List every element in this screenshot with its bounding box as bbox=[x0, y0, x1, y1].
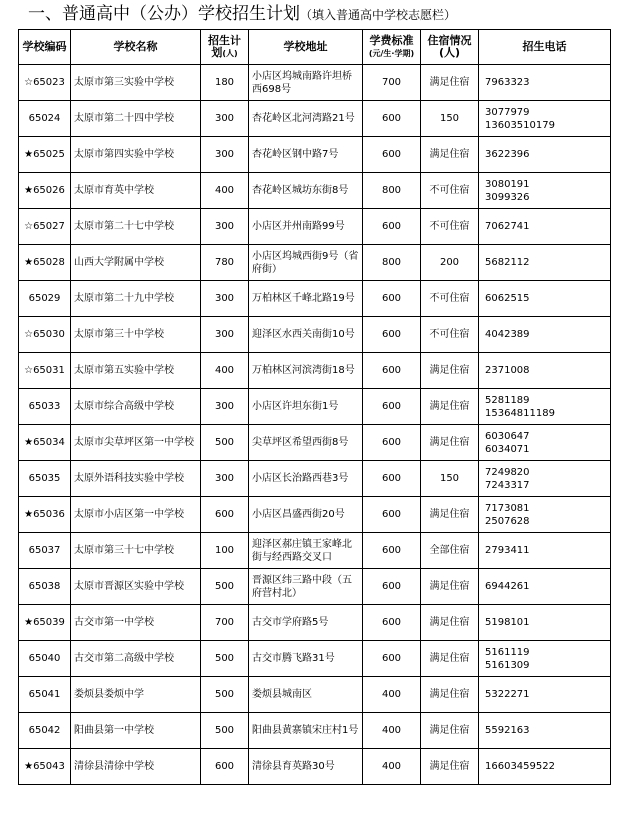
cell-lodging: 满足住宿 bbox=[421, 713, 479, 749]
cell-phone: 5592163 bbox=[479, 713, 611, 749]
cell-fee: 600 bbox=[363, 101, 421, 137]
cell-code: 65033 bbox=[19, 389, 71, 425]
cell-school-name: 清徐县清徐中学校 bbox=[71, 749, 201, 785]
cell-phone: 3622396 bbox=[479, 137, 611, 173]
cell-fee: 600 bbox=[363, 605, 421, 641]
cell-quota: 300 bbox=[201, 389, 249, 425]
cell-school-name: 太原市第二十九中学校 bbox=[71, 281, 201, 317]
cell-school-name: 太原市第五实验中学校 bbox=[71, 353, 201, 389]
cell-address: 古交市学府路5号 bbox=[249, 605, 363, 641]
cell-quota: 300 bbox=[201, 461, 249, 497]
cell-lodging: 不可住宿 bbox=[421, 317, 479, 353]
cell-address: 万柏林区千峰北路19号 bbox=[249, 281, 363, 317]
cell-code: 65041 bbox=[19, 677, 71, 713]
cell-lodging: 满足住宿 bbox=[421, 425, 479, 461]
cell-school-name: 太原市第三实验中学校 bbox=[71, 65, 201, 101]
table-row bbox=[19, 677, 611, 713]
cell-code: 65037 bbox=[19, 533, 71, 569]
table-row bbox=[19, 389, 611, 425]
cell-quota: 600 bbox=[201, 749, 249, 785]
cell-quota: 780 bbox=[201, 245, 249, 281]
cell-school-name: 阳曲县第一中学校 bbox=[71, 713, 201, 749]
cell-lodging: 200 bbox=[421, 245, 479, 281]
cell-fee: 600 bbox=[363, 209, 421, 245]
cell-address: 小店区长治路西巷3号 bbox=[249, 461, 363, 497]
cell-lodging: 不可住宿 bbox=[421, 173, 479, 209]
cell-fee: 400 bbox=[363, 749, 421, 785]
cell-quota: 500 bbox=[201, 677, 249, 713]
table-row bbox=[19, 209, 611, 245]
table-row bbox=[19, 749, 611, 785]
cell-school-name: 太原市第二十四中学校 bbox=[71, 101, 201, 137]
header-quota-unit: (人) bbox=[222, 48, 238, 58]
cell-fee: 400 bbox=[363, 713, 421, 749]
cell-lodging: 不可住宿 bbox=[421, 281, 479, 317]
cell-address: 清徐县育英路30号 bbox=[249, 749, 363, 785]
cell-quota: 300 bbox=[201, 209, 249, 245]
table-row bbox=[19, 605, 611, 641]
header-address: 学校地址 bbox=[249, 30, 363, 65]
cell-code: ★65039 bbox=[19, 605, 71, 641]
cell-fee: 600 bbox=[363, 461, 421, 497]
cell-school-name: 太原市综合高级中学校 bbox=[71, 389, 201, 425]
cell-quota: 400 bbox=[201, 353, 249, 389]
cell-phone: 5682112 bbox=[479, 245, 611, 281]
cell-quota: 300 bbox=[201, 101, 249, 137]
cell-address: 娄烦县城南区 bbox=[249, 677, 363, 713]
cell-school-name: 太原市尖草坪区第一中学校 bbox=[71, 425, 201, 461]
cell-address: 小店区昌盛西街20号 bbox=[249, 497, 363, 533]
cell-school-name: 太原市第二十七中学校 bbox=[71, 209, 201, 245]
cell-quota: 300 bbox=[201, 281, 249, 317]
cell-lodging: 满足住宿 bbox=[421, 65, 479, 101]
cell-quota: 400 bbox=[201, 173, 249, 209]
cell-phone: 7173081 2507628 bbox=[479, 497, 611, 533]
cell-lodging: 满足住宿 bbox=[421, 677, 479, 713]
cell-code: ★65028 bbox=[19, 245, 71, 281]
cell-phone: 4042389 bbox=[479, 317, 611, 353]
cell-phone: 5322271 bbox=[479, 677, 611, 713]
cell-phone: 2793411 bbox=[479, 533, 611, 569]
table-row bbox=[19, 353, 611, 389]
cell-fee: 600 bbox=[363, 389, 421, 425]
header-phone: 招生电话 bbox=[479, 30, 611, 65]
table-row bbox=[19, 101, 611, 137]
cell-phone: 3077979 13603510179 bbox=[479, 101, 611, 137]
cell-code: ★65025 bbox=[19, 137, 71, 173]
header-fee-unit: (元/生·学期) bbox=[368, 48, 415, 58]
cell-school-name: 太原市第三十七中学校 bbox=[71, 533, 201, 569]
cell-phone: 16603459522 bbox=[479, 749, 611, 785]
cell-school-name: 太原外语科技实验中学校 bbox=[71, 461, 201, 497]
cell-school-name: 古交市第一中学校 bbox=[71, 605, 201, 641]
cell-code: ★65036 bbox=[19, 497, 71, 533]
cell-code: 65038 bbox=[19, 569, 71, 605]
cell-quota: 300 bbox=[201, 137, 249, 173]
table-row bbox=[19, 497, 611, 533]
cell-quota: 500 bbox=[201, 569, 249, 605]
cell-quota: 100 bbox=[201, 533, 249, 569]
table-row bbox=[19, 245, 611, 281]
cell-address: 杏花岭区城坊东街8号 bbox=[249, 173, 363, 209]
table-row bbox=[19, 281, 611, 317]
heading-main: 一、普通高中（公办）学校招生计划 bbox=[28, 4, 300, 24]
cell-address: 杏花岭区钢中路7号 bbox=[249, 137, 363, 173]
cell-address: 小店区许坦东街1号 bbox=[249, 389, 363, 425]
cell-fee: 400 bbox=[363, 677, 421, 713]
cell-school-name: 古交市第二高级中学校 bbox=[71, 641, 201, 677]
cell-lodging: 满足住宿 bbox=[421, 569, 479, 605]
cell-address: 杏花岭区北河湾路21号 bbox=[249, 101, 363, 137]
cell-code: ★65034 bbox=[19, 425, 71, 461]
cell-quota: 500 bbox=[201, 641, 249, 677]
table-row bbox=[19, 173, 611, 209]
table-row bbox=[19, 533, 611, 569]
cell-address: 古交市腾飞路31号 bbox=[249, 641, 363, 677]
cell-lodging: 满足住宿 bbox=[421, 605, 479, 641]
cell-address: 万柏林区河滨湾街18号 bbox=[249, 353, 363, 389]
cell-address: 小店区坞城南路许坦桥西698号 bbox=[249, 65, 363, 101]
cell-code: 65035 bbox=[19, 461, 71, 497]
cell-phone: 7249820 7243317 bbox=[479, 461, 611, 497]
cell-quota: 180 bbox=[201, 65, 249, 101]
cell-fee: 600 bbox=[363, 353, 421, 389]
cell-school-name: 太原市第三十中学校 bbox=[71, 317, 201, 353]
cell-address: 阳曲县黄寨镇宋庄村1号 bbox=[249, 713, 363, 749]
cell-fee: 600 bbox=[363, 317, 421, 353]
cell-lodging: 满足住宿 bbox=[421, 137, 479, 173]
cell-phone: 6944261 bbox=[479, 569, 611, 605]
admission-plan-table bbox=[18, 29, 611, 785]
cell-phone: 6030647 6034071 bbox=[479, 425, 611, 461]
cell-code: ☆65030 bbox=[19, 317, 71, 353]
cell-lodging: 150 bbox=[421, 461, 479, 497]
cell-school-name: 娄烦县娄烦中学 bbox=[71, 677, 201, 713]
cell-code: 65040 bbox=[19, 641, 71, 677]
cell-lodging: 满足住宿 bbox=[421, 353, 479, 389]
table-row bbox=[19, 713, 611, 749]
cell-address: 晋源区纬三路中段（五府营村北） bbox=[249, 569, 363, 605]
cell-fee: 600 bbox=[363, 641, 421, 677]
cell-code: ☆65027 bbox=[19, 209, 71, 245]
cell-address: 迎泽区水西关南街10号 bbox=[249, 317, 363, 353]
cell-fee: 800 bbox=[363, 245, 421, 281]
header-code: 学校编码 bbox=[19, 30, 71, 65]
cell-code: ★65043 bbox=[19, 749, 71, 785]
cell-quota: 600 bbox=[201, 497, 249, 533]
cell-fee: 600 bbox=[363, 497, 421, 533]
cell-code: 65024 bbox=[19, 101, 71, 137]
cell-phone: 7963323 bbox=[479, 65, 611, 101]
cell-phone: 5281189 15364811189 bbox=[479, 389, 611, 425]
cell-quota: 700 bbox=[201, 605, 249, 641]
header-name: 学校名称 bbox=[71, 30, 201, 65]
cell-fee: 600 bbox=[363, 569, 421, 605]
cell-phone: 6062515 bbox=[479, 281, 611, 317]
cell-school-name: 太原市育英中学校 bbox=[71, 173, 201, 209]
cell-fee: 600 bbox=[363, 533, 421, 569]
heading-sub: （填入普通高中学校志愿栏） bbox=[300, 8, 457, 22]
cell-lodging: 满足住宿 bbox=[421, 389, 479, 425]
cell-address: 小店区并州南路99号 bbox=[249, 209, 363, 245]
cell-code: 65029 bbox=[19, 281, 71, 317]
table-row bbox=[19, 641, 611, 677]
header-lodging: 住宿情况(人) bbox=[421, 30, 479, 65]
cell-lodging: 全部住宿 bbox=[421, 533, 479, 569]
cell-address: 迎泽区郝庄镇王家峰北街与经西路交叉口 bbox=[249, 533, 363, 569]
table-row bbox=[19, 317, 611, 353]
header-fee: 学费标准 (元/生·学期) bbox=[363, 30, 421, 65]
cell-quota: 300 bbox=[201, 317, 249, 353]
table-row bbox=[19, 425, 611, 461]
cell-school-name: 太原市第四实验中学校 bbox=[71, 137, 201, 173]
cell-code: ★65026 bbox=[19, 173, 71, 209]
table-row bbox=[19, 65, 611, 101]
cell-code: ☆65031 bbox=[19, 353, 71, 389]
cell-address: 尖草坪区希望西街8号 bbox=[249, 425, 363, 461]
table-row bbox=[19, 569, 611, 605]
table-header-row bbox=[19, 30, 611, 65]
table-row bbox=[19, 137, 611, 173]
cell-school-name: 太原市小店区第一中学校 bbox=[71, 497, 201, 533]
cell-fee: 600 bbox=[363, 281, 421, 317]
cell-lodging: 150 bbox=[421, 101, 479, 137]
cell-code: ☆65023 bbox=[19, 65, 71, 101]
cell-fee: 700 bbox=[363, 65, 421, 101]
cell-fee: 600 bbox=[363, 137, 421, 173]
cell-code: 65042 bbox=[19, 713, 71, 749]
cell-fee: 800 bbox=[363, 173, 421, 209]
cell-phone: 5161119 5161309 bbox=[479, 641, 611, 677]
cell-quota: 500 bbox=[201, 713, 249, 749]
cell-lodging: 满足住宿 bbox=[421, 749, 479, 785]
cell-school-name: 太原市晋源区实验中学校 bbox=[71, 569, 201, 605]
cell-address: 小店区坞城西街9号（省府街） bbox=[249, 245, 363, 281]
cell-phone: 2371008 bbox=[479, 353, 611, 389]
cell-quota: 500 bbox=[201, 425, 249, 461]
section-heading bbox=[28, 2, 456, 26]
cell-phone: 7062741 bbox=[479, 209, 611, 245]
cell-lodging: 满足住宿 bbox=[421, 497, 479, 533]
cell-phone: 3080191 3099326 bbox=[479, 173, 611, 209]
cell-school-name: 山西大学附属中学校 bbox=[71, 245, 201, 281]
cell-fee: 600 bbox=[363, 425, 421, 461]
cell-lodging: 不可住宿 bbox=[421, 209, 479, 245]
header-quota: 招生计划(人) bbox=[201, 30, 249, 65]
cell-lodging: 满足住宿 bbox=[421, 641, 479, 677]
table-row bbox=[19, 461, 611, 497]
cell-phone: 5198101 bbox=[479, 605, 611, 641]
